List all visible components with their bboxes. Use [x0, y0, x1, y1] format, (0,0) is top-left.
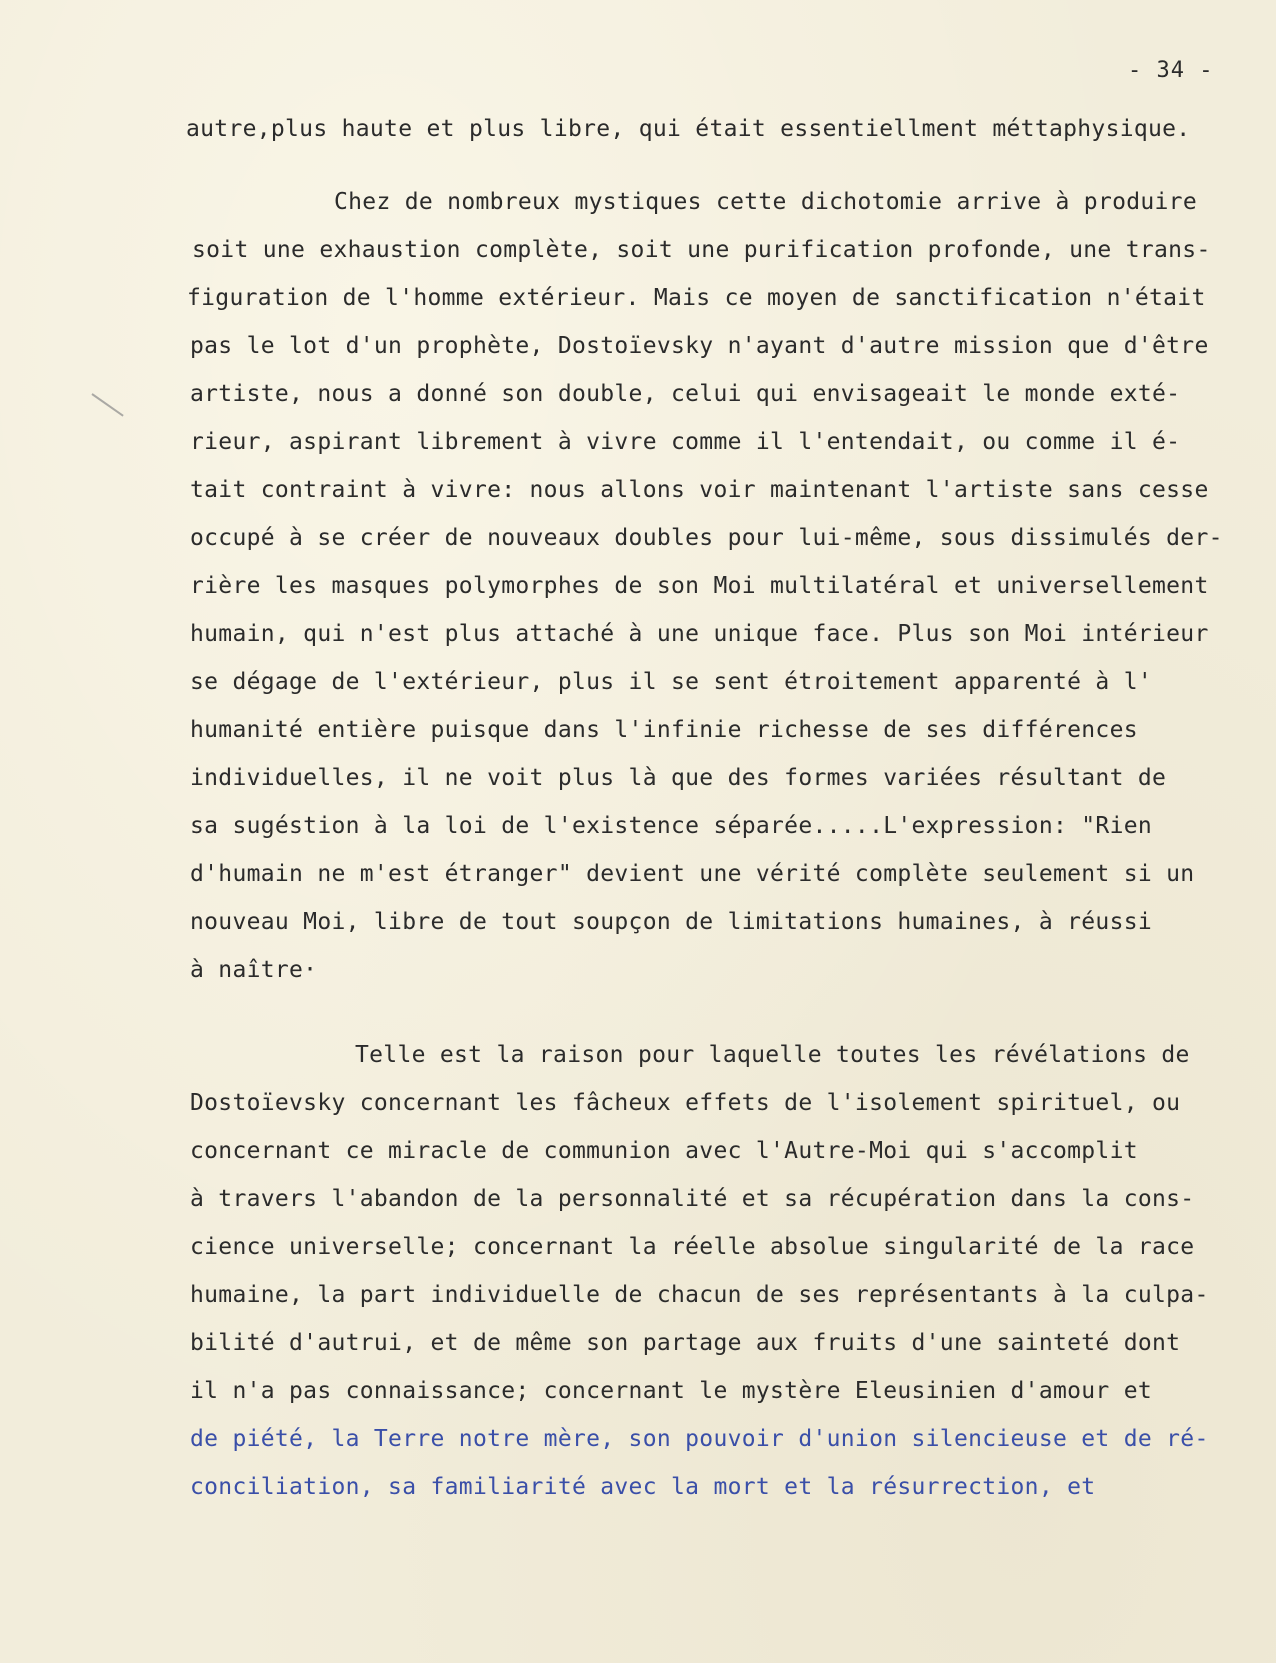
text-line: nouveau Moi, libre de tout soupçon de limitations humaines, à réussi: [190, 909, 1153, 935]
text-line: bilité d'autrui, et de même son partage aux fruits d'une sainteté dont: [190, 1330, 1181, 1356]
text-line: d'humain ne m'est étranger" devient une vérité complète seulement si un: [190, 861, 1195, 887]
text-line: occupé à se créer de nouveaux doubles pour lui-même, sous dissimulés der-: [190, 525, 1223, 551]
text-line: à naître·: [190, 957, 318, 983]
text-line: sa sugéstion à la loi de l'existence séparée.....L'expression: "Rien: [190, 813, 1153, 839]
margin-pencil-mark: [91, 393, 123, 416]
text-line: artiste, nous a donné son double, celui qui envisageait le monde exté-: [190, 381, 1181, 407]
text-line: concernant ce miracle de communion avec l'Autre-Moi qui s'accomplit: [190, 1138, 1138, 1164]
text-line: se dégage de l'extérieur, plus il se sent étroitement apparenté à l': [190, 669, 1153, 695]
text-line: individuelles, il ne voit plus là que des formes variées résultant de: [190, 765, 1167, 791]
text-line: rière les masques polymorphes de son Moi multilatéral et universellement: [190, 573, 1209, 599]
text-line: cience universelle; concernant la réelle absolue singularité de la race: [190, 1234, 1195, 1260]
text-line: soit une exhaustion complète, soit une purification profonde, une trans-: [192, 237, 1211, 263]
text-line: humanité entière puisque dans l'infinie richesse de ses différences: [190, 717, 1138, 743]
text-line: de piété, la Terre notre mère, son pouvoir d'union silencieuse et de ré-: [190, 1426, 1209, 1452]
text-line: à travers l'abandon de la personnalité et sa récupération dans la cons-: [190, 1186, 1195, 1212]
text-line: tait contraint à vivre: nous allons voir maintenant l'artiste sans cesse: [190, 477, 1209, 503]
text-line: pas le lot d'un prophète, Dostoïevsky n'ayant d'autre mission que d'être: [190, 333, 1209, 359]
text-line: autre,plus haute et plus libre, qui était essentiellment méttaphysique.: [186, 116, 1191, 142]
text-line: il n'a pas connaissance; concernant le mystère Eleusinien d'amour et: [190, 1378, 1153, 1404]
text-line: humain, qui n'est plus attaché à une unique face. Plus son Moi intérieur: [190, 621, 1209, 647]
text-line: Chez de nombreux mystiques cette dichotomie arrive à produire: [334, 189, 1197, 215]
text-line: figuration de l'homme extérieur. Mais ce moyen de sanctification n'était: [187, 285, 1206, 311]
text-line: conciliation, sa familiarité avec la mort et la résurrection, et: [190, 1474, 1096, 1500]
text-line: humaine, la part individuelle de chacun de ses représentants à la culpa-: [190, 1282, 1209, 1308]
text-line: Dostoïevsky concernant les fâcheux effets de l'isolement spirituel, ou: [190, 1090, 1181, 1116]
text-line: rieur, aspirant librement à vivre comme il l'entendait, ou comme il é-: [190, 429, 1181, 455]
page-number: - 34 -: [1128, 58, 1214, 83]
text-line: Telle est la raison pour laquelle toutes les révélations de: [355, 1042, 1190, 1068]
